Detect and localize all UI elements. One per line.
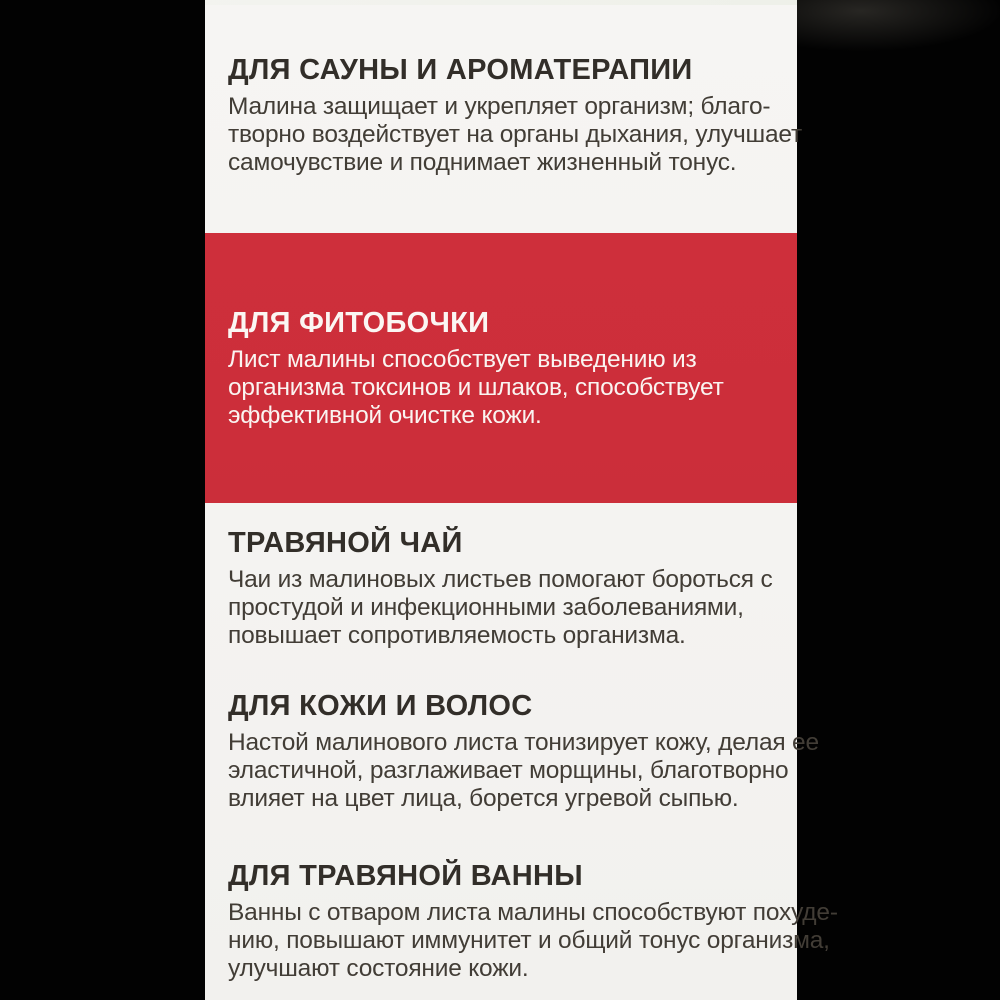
package-back-panel (205, 0, 838, 1000)
section-skin-hair (228, 689, 819, 813)
body-line: Настой малинового листа тонизирует кожу, делая ее (228, 729, 819, 756)
section-herbal-tea (228, 526, 773, 650)
section-body (228, 566, 773, 650)
section-body (228, 729, 819, 813)
section-body (228, 93, 803, 177)
section-herbal-bath (228, 859, 838, 983)
body-line: нию, повышают иммунитет и общий тонус организма, (228, 927, 830, 954)
section-fitobochka (228, 306, 773, 430)
body-line: Малина защищает и укрепляет организм; благо- (228, 93, 771, 120)
body-line: организма токсинов и шлаков, способствует (228, 374, 724, 401)
section-body (228, 899, 838, 983)
body-line: улучшают состояние кожи. (228, 955, 529, 982)
body-line: самочувствие и поднимает жизненный тонус. (228, 149, 737, 176)
section-sauna-aromatherapy (228, 53, 803, 177)
body-line: эффективной очистке кожи. (228, 402, 542, 429)
section-title: ДЛЯ КОЖИ И ВОЛОС (228, 690, 533, 722)
section-body (228, 346, 773, 430)
body-line: повышает сопротивляемость организма. (228, 622, 686, 649)
body-line: простудой и инфекционными заболеваниями, (228, 594, 744, 621)
body-line: эластичной, разглаживает морщины, благотворно (228, 757, 789, 784)
body-line: влияет на цвет лица, борется угревой сыпью. (228, 785, 739, 812)
body-line: Чаи из малиновых листьев помогают бороться с (228, 566, 773, 593)
body-line: Ванны с отваром листа малины способствуют похуде- (228, 899, 838, 926)
section-title: ДЛЯ САУНЫ И АРОМАТЕРАПИИ (228, 54, 693, 86)
photo-smudge (795, 0, 1000, 55)
section-title: ДЛЯ ФИТОБОЧКИ (228, 307, 490, 339)
body-line: творно воздействует на органы дыхания, улучшает (228, 121, 803, 148)
section-title: ДЛЯ ТРАВЯНОЙ ВАННЫ (228, 860, 583, 892)
body-line: Лист малины способствует выведению из (228, 346, 697, 373)
highlight-band (205, 233, 797, 503)
section-title: ТРАВЯНОЙ ЧАЙ (228, 527, 463, 559)
